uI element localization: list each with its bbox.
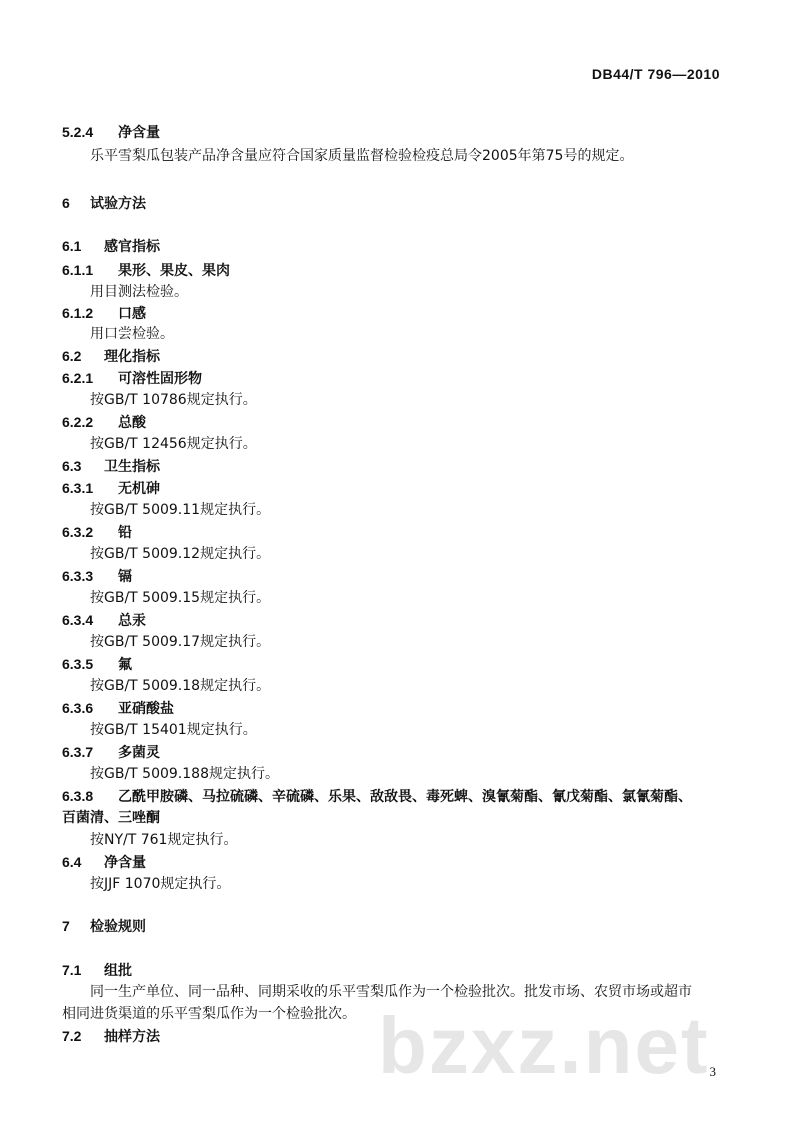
section-heading: 6 试验方法 [62, 195, 146, 212]
section-heading: 6.1.2 口感 [62, 305, 146, 322]
body-text: 按GB/T 5009.188规定执行。 [90, 766, 279, 782]
section-heading: 7.2 抽样方法 [62, 1028, 160, 1045]
body-text: 同一生产单位、同一品种、同期采收的乐平雪梨瓜作为一个检验批次。批发市场、农贸市场或超市 [90, 984, 692, 1000]
section-heading: 6.3.5 氟 [62, 656, 132, 673]
page-number: 3 [709, 1064, 716, 1079]
body-text: 按NY/T 761规定执行。 [90, 832, 238, 848]
body-text: 按GB/T 5009.12规定执行。 [90, 546, 271, 562]
section-heading: 6.2 理化指标 [62, 348, 160, 365]
section-heading-continuation: 百菌清、三唑酮 [62, 810, 160, 826]
body-text: 按GB/T 12456规定执行。 [90, 436, 257, 452]
section-heading: 6.3.7 多菌灵 [62, 744, 160, 761]
section-heading: 6.4 净含量 [62, 854, 146, 871]
body-text: 按GB/T 5009.18规定执行。 [90, 678, 271, 694]
section-heading: 6.1.1 果形、果皮、果肉 [62, 262, 230, 279]
watermark: bzxz.net [378, 1001, 710, 1090]
body-text: 按GB/T 5009.11规定执行。 [90, 502, 271, 518]
section-heading: 7 检验规则 [62, 918, 146, 935]
body-text: 乐平雪梨瓜包装产品净含量应符合国家质量监督检验检疫总局令2005年第75号的规定。 [90, 148, 634, 164]
section-heading: 6.3.8 乙酰甲胺磷、马拉硫磷、辛硫磷、乐果、敌敌畏、毒死蜱、溴氰菊酯、氰戊菊酯、氯氰菊酯、 [62, 788, 692, 805]
section-heading: 6.3 卫生指标 [62, 458, 160, 475]
body-text: 按GB/T 15401规定执行。 [90, 722, 257, 738]
body-text: 按GB/T 5009.17规定执行。 [90, 634, 271, 650]
body-text: 按JJF 1070规定执行。 [90, 876, 231, 892]
section-heading: 6.3.1 无机砷 [62, 480, 160, 497]
section-heading: 6.2.2 总酸 [62, 414, 146, 431]
section-heading: 6.3.2 铅 [62, 524, 132, 541]
section-heading: 6.3.4 总汞 [62, 612, 146, 629]
body-text: 用口尝检验。 [90, 326, 174, 342]
body-text: 相同进货渠道的乐平雪梨瓜作为一个检验批次。 [62, 1006, 356, 1022]
standard-code: DB44/T 796—2010 [591, 66, 720, 82]
body-text: 用目测法检验。 [90, 284, 188, 300]
section-heading: 6.1 感官指标 [62, 238, 160, 255]
section-heading: 6.2.1 可溶性固形物 [62, 370, 202, 387]
section-heading: 7.1 组批 [62, 962, 132, 979]
body-text: 按GB/T 5009.15规定执行。 [90, 590, 271, 606]
section-heading: 5.2.4 净含量 [62, 124, 160, 141]
section-heading: 6.3.6 亚硝酸盐 [62, 700, 174, 717]
body-text: 按GB/T 10786规定执行。 [90, 392, 257, 408]
section-heading: 6.3.3 镉 [62, 568, 132, 585]
